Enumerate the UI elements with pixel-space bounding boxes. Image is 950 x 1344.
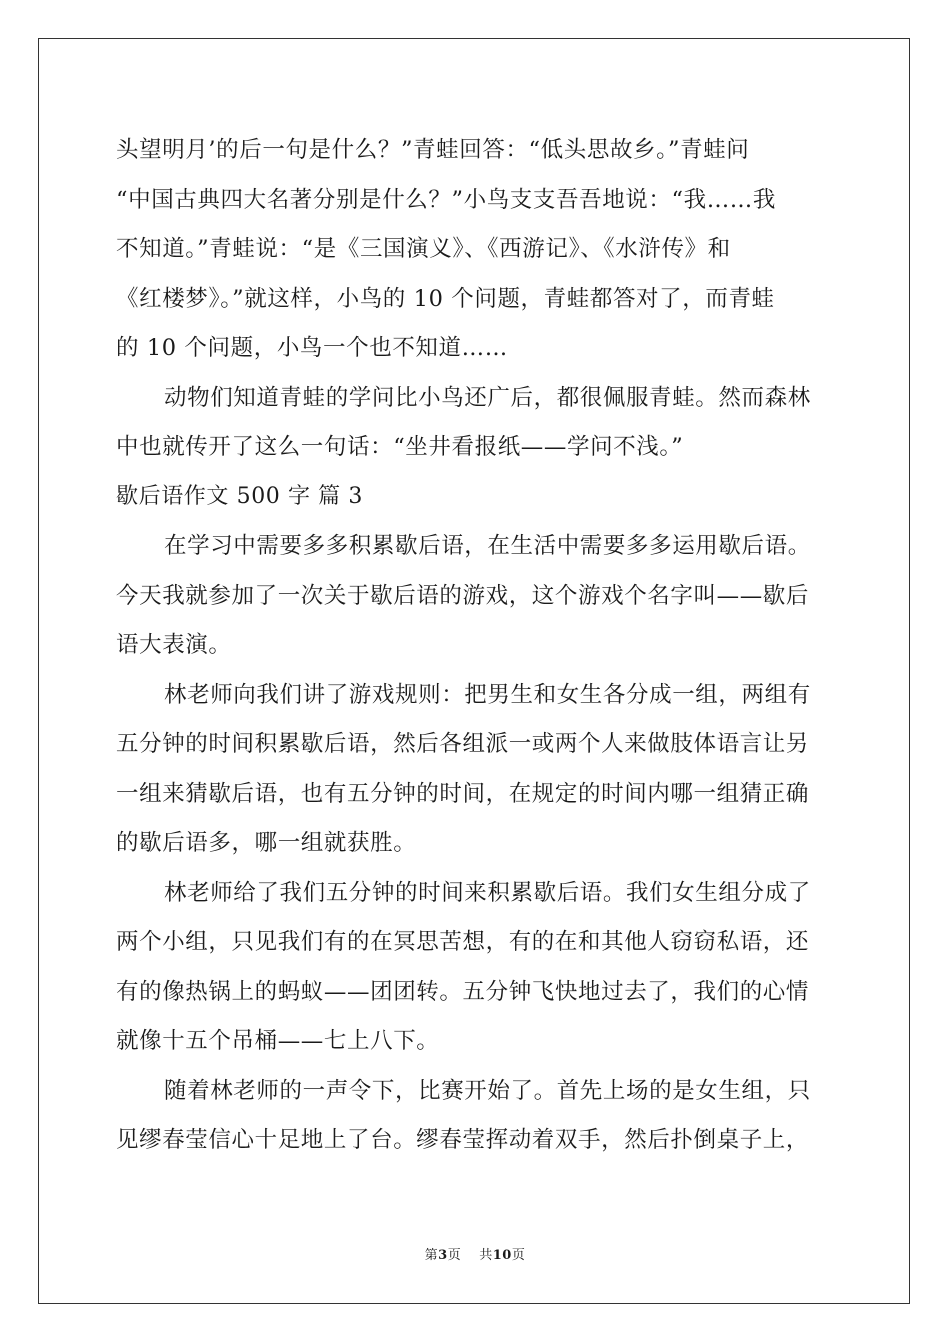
total-label-prefix: 共 bbox=[479, 1248, 493, 1263]
section-heading: 歇后语作文 500 字 篇 3 bbox=[116, 483, 363, 509]
page-footer bbox=[0, 1244, 950, 1263]
text-line: “中国古典四大名著分别是什么？”小鸟支支吾吾地说：“我……我 bbox=[116, 186, 777, 213]
paragraph-first-line: 在学习中需要多多积累歇后语，在生活中需要多多运用歇后语。 bbox=[164, 533, 811, 559]
page-label-suffix: 页 bbox=[447, 1248, 462, 1263]
paragraph-first-line: 林老师给了我们五分钟的时间来积累歇后语。我们女生组分成了 bbox=[164, 879, 811, 906]
text-line: 两个小组，只见我们有的在冥思苦想，有的在和其他人窃窃私语，还 bbox=[116, 929, 810, 955]
total-pages: 10 bbox=[492, 1248, 512, 1263]
page-label-prefix: 第 bbox=[424, 1248, 439, 1263]
text-line: 五分钟的时间积累歇后语，然后各组派一或两个人来做肢体语言让另 bbox=[116, 731, 810, 757]
paragraph-first-line: 随着林老师的一声令下，比赛开始了。首先上场的是女生组，只 bbox=[164, 1077, 811, 1104]
text-line: 头望明月’的后一句是什么？”青蛙回答：“低头思故乡。”青蛙问 bbox=[116, 137, 750, 163]
text-line: 一组来猜歇后语，也有五分钟的时间，在规定的时间内哪一组猜正确 bbox=[116, 780, 810, 807]
document-body bbox=[116, 128, 834, 1168]
text-line: 就像十五个吊桶——七上八下。 bbox=[116, 1028, 440, 1054]
text-line: 不知道。”青蛙说：“是《三国演义》、《西游记》、《水浒传》和 bbox=[116, 236, 731, 262]
page-number: 3 bbox=[438, 1248, 448, 1263]
text-line: 中也就传开了这么一句话：“坐井看报纸——学问不浅。” bbox=[116, 434, 684, 460]
total-label-suffix: 页 bbox=[511, 1248, 526, 1263]
text-line: 的歇后语多，哪一组就获胜。 bbox=[116, 830, 417, 856]
text-line: 《红楼梦》。”就这样，小鸟的 10 个问题，青蛙都答对了，而青蛙 bbox=[116, 285, 775, 312]
text-line: 今天我就参加了一次关于歇后语的游戏，这个游戏个名字叫——歇后 bbox=[116, 582, 810, 609]
paragraph-first-line: 林老师向我们讲了游戏规则：把男生和女生各分成一组，两组有 bbox=[164, 681, 811, 708]
text-line: 的 10 个问题，小鸟一个也不知道…… bbox=[116, 335, 508, 361]
paragraph-first-line: 动物们知道青蛙的学问比小鸟还广后，都很佩服青蛙。然而森林 bbox=[164, 384, 811, 411]
text-line: 语大表演。 bbox=[116, 632, 232, 658]
text-line: 见缪春莹信心十足地上了台。缪春莹挥动着双手，然后扑倒桌子上， bbox=[116, 1127, 810, 1153]
text-line: 有的像热锅上的蚂蚁——团团转。五分钟飞快地过去了，我们的心情 bbox=[116, 978, 810, 1005]
